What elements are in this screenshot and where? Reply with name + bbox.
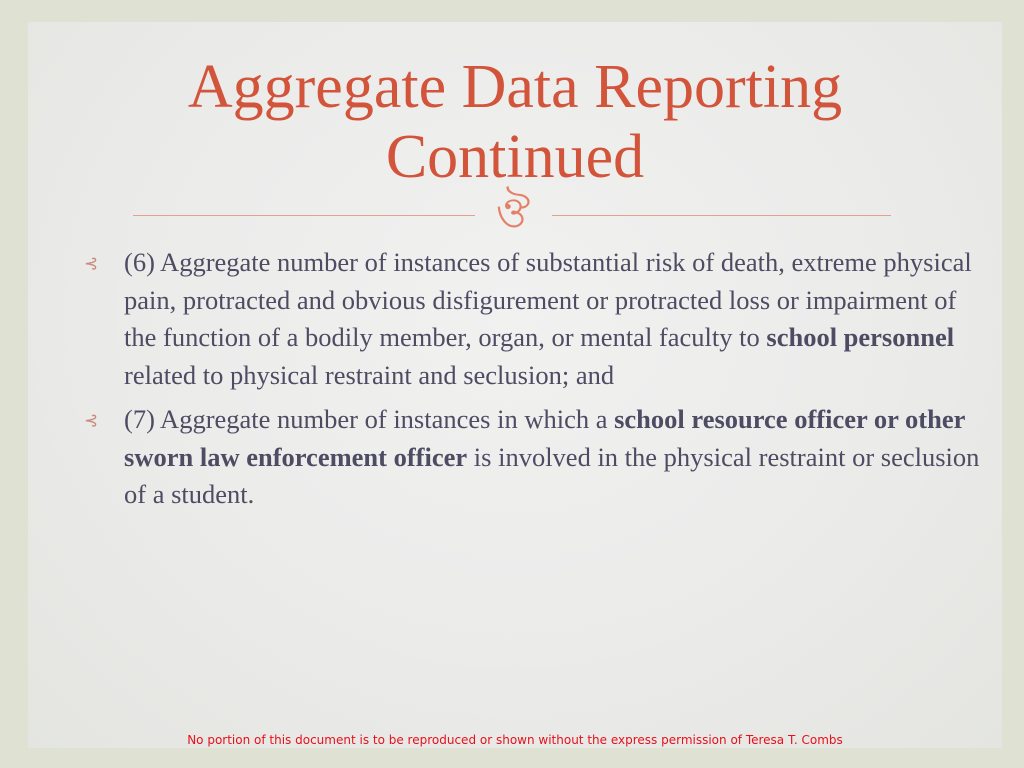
bullet-list bbox=[84, 244, 994, 521]
bullet-text-before: (7) Aggregate number of instances in which a bbox=[124, 404, 615, 434]
copyright-notice: No portion of this document is to be reproduced or shown without the express permission of Teresa T. Combs bbox=[187, 733, 843, 747]
bullet-flourish-icon: ⊰ bbox=[84, 411, 99, 430]
bullet-bold-text: school personnel bbox=[766, 322, 955, 352]
bullet-flourish-icon: ⊰ bbox=[84, 254, 99, 273]
title-divider-left bbox=[133, 215, 475, 216]
list-item bbox=[84, 401, 994, 514]
flourish-ornament-icon: ঔ bbox=[495, 188, 531, 237]
bullet-text-after: is involved in the physical restraint or seclusion of a student. bbox=[124, 441, 980, 509]
bullet-text-before: (6) Aggregate number of instances of substantial risk of death, extreme physical pain, protracted and obvious disfigurement or protracted loss or impairment of the function of a bodily member, organ, or mental faculty to bbox=[124, 247, 972, 352]
bullet-text-after: related to physical restraint and seclusion; and bbox=[124, 359, 615, 390]
slide-title-line-1: Aggregate Data Reporting bbox=[187, 53, 843, 121]
slide-title bbox=[28, 52, 1002, 192]
title-divider-right bbox=[552, 215, 891, 216]
list-item bbox=[84, 244, 994, 394]
bullet-bold-text: school resource officer or other sworn law enforcement officer bbox=[124, 404, 965, 472]
slide-title-line-2: Continued bbox=[385, 123, 645, 191]
